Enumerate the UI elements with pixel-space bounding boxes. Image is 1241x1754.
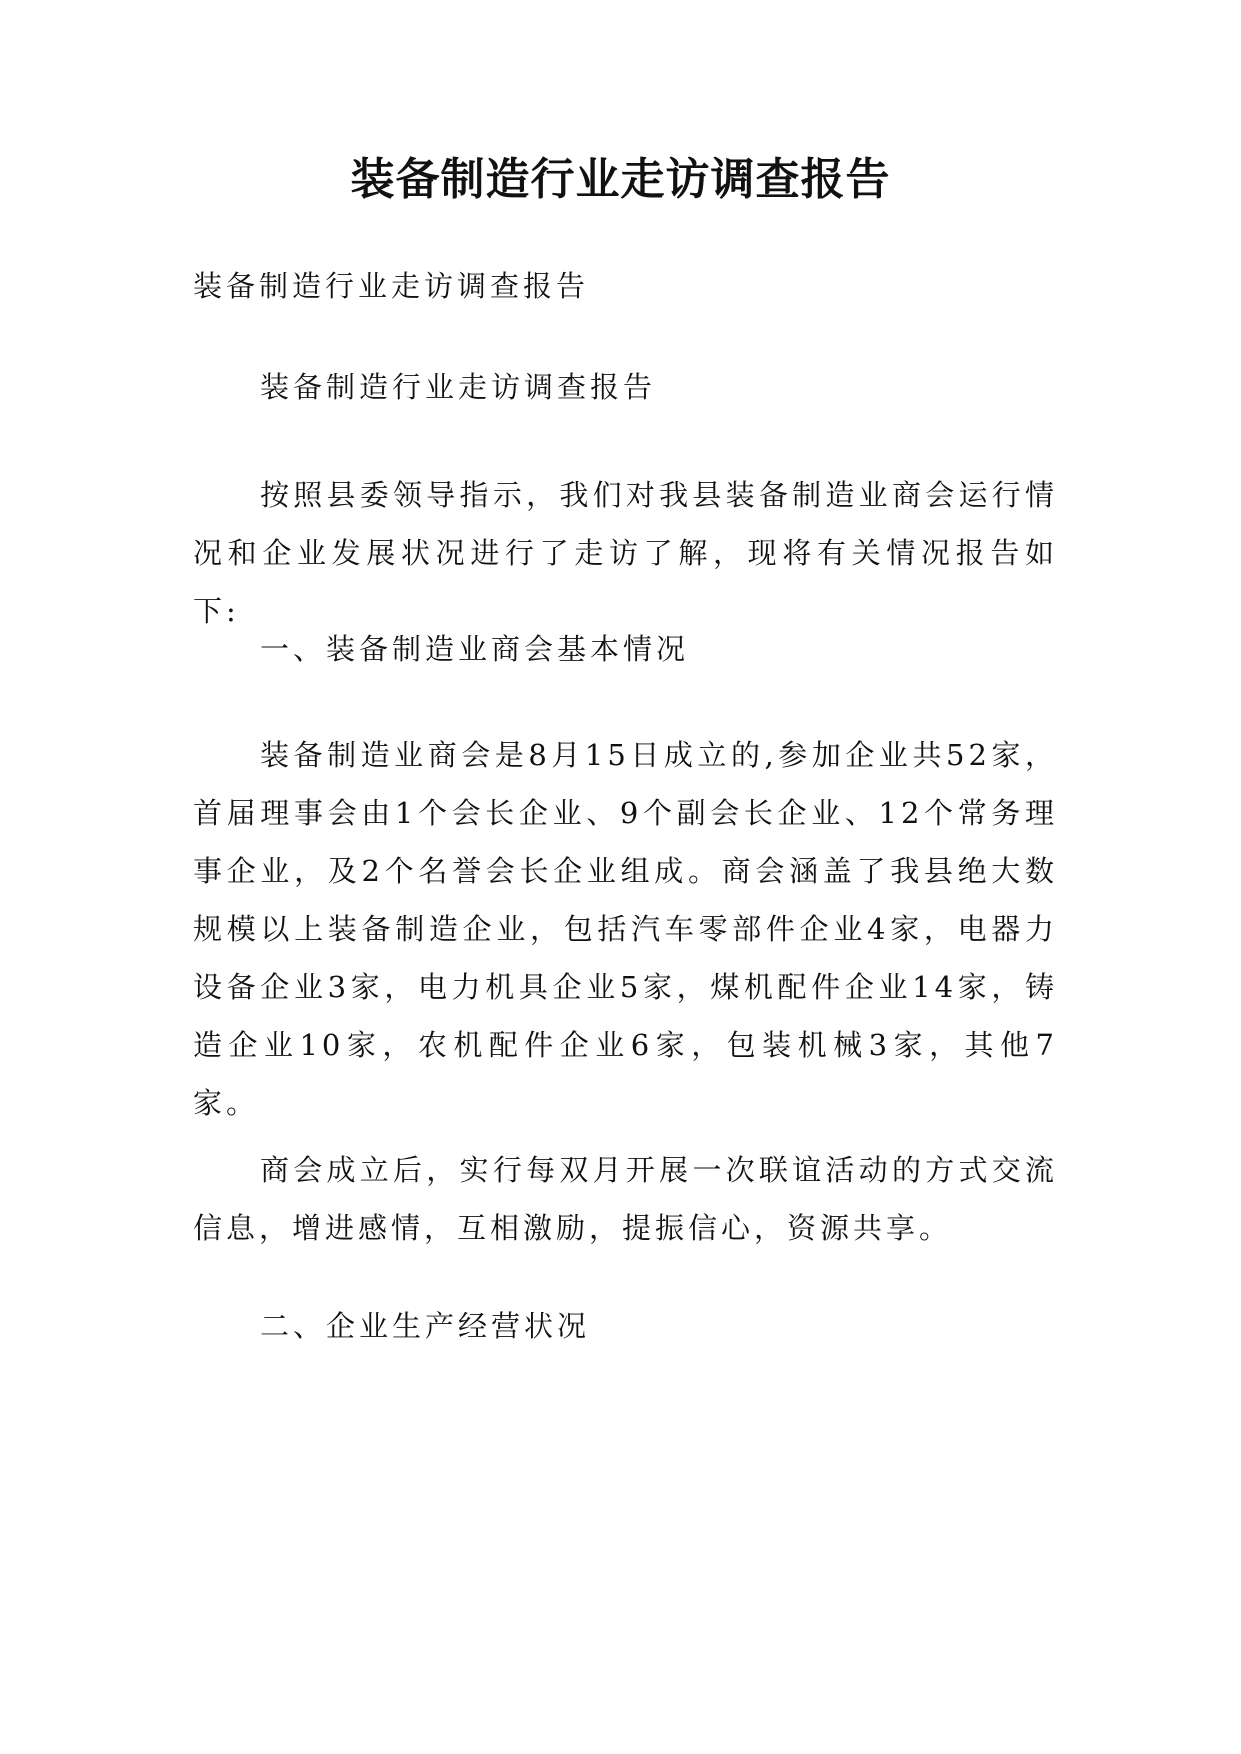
- section1-paragraph-2: 商会成立后，实行每双月开展一次联谊活动的方式交流信息，增进感情，互相激励，提振信心，资源共享。: [193, 1153, 1058, 1245]
- section1-heading: 一、装备制造业商会基本情况: [260, 632, 690, 666]
- section2-heading: 二、企业生产经营状况: [260, 1309, 591, 1343]
- subtitle-plain: 装备制造行业走访调查报告: [193, 269, 590, 303]
- intro-paragraph: 按照县委领导指示，我们对我县装备制造业商会运行情况和企业发展状况进行了走访了解，现将有关情况报告如下:: [193, 478, 1058, 628]
- document-title: 装备制造行业走访调查报告: [350, 154, 891, 205]
- section1-paragraph-1: 装备制造业商会是8月15日成立的,参加企业共52家，首届理事会由1个会长企业、9个副会长企业、12个常务理事企业，及2个名誉会长企业组成。商会涵盖了我县绝大数规模以上装备制造企业，包括汽车零部件企业4家，电器力设备企业3家，电力机具企业5家，煤机配件企业14家，铸造企业10家，农机配件企业6家，包装机械3家，其他7家。: [193, 738, 1058, 1120]
- subtitle-indented: 装备制造行业走访调查报告: [260, 370, 657, 404]
